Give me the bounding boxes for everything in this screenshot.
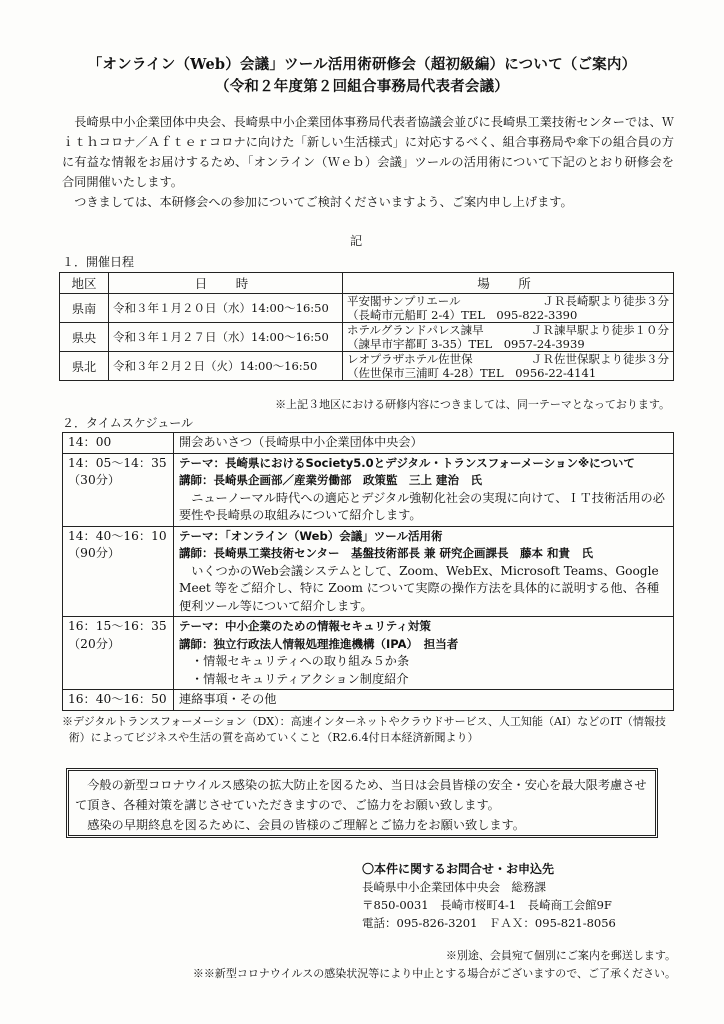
venue-note: ※上記３地区における研修内容につきましては、同一テーマとなっております。 — [275, 398, 670, 411]
venue-address: （佐世保市三浦町 4-28）TEL 0956-22-4141 — [347, 366, 597, 380]
venue-cell — [343, 352, 674, 381]
session-lecturer: 講師：独立行政法人情報処理推進機構（IPA） 担当者 — [179, 636, 459, 651]
timetable-heading: ２．タイムスケジュール — [62, 416, 194, 430]
header-datetime: 日 時 — [109, 273, 343, 294]
session-theme: テーマ：「オンライン（Web）会議」ツール活用術 — [179, 528, 443, 543]
time-range: 16：40～16：50 — [68, 692, 167, 706]
venue-cell — [343, 294, 674, 323]
area-cell: 県北 — [60, 352, 109, 381]
venue-access: ＪＲ佐世保駅より徒歩３分 — [531, 352, 669, 366]
table-row — [63, 433, 674, 454]
notice-request: 感染の早期終息を図るために、会員の皆様のご理解とご協力をお願い致します。 — [87, 818, 525, 832]
datetime-cell: 令和３年１月２７日（水）14:00～16:50 — [109, 323, 343, 352]
contact-heading: 〇本件に関するお問合せ・お申込先 — [362, 862, 555, 876]
session-theme: テーマ：中小企業のための情報セキュリティ対策 — [179, 619, 431, 633]
time-cell — [63, 690, 174, 711]
content-cell — [174, 617, 674, 690]
time-duration: （20分） — [68, 636, 121, 651]
time-duration: （30分） — [68, 473, 121, 487]
table-row — [63, 453, 674, 526]
table-row — [63, 690, 674, 711]
time-cell — [63, 526, 174, 617]
session-text: ・情報セキュリティへの取り組み５か条 — [191, 654, 410, 668]
session-text: 連絡事項・その他 — [179, 692, 277, 706]
timetable — [62, 432, 674, 711]
table-row — [63, 617, 674, 690]
footer-note-mail: ※別途、会員宛て個別にご案内を郵送します。 — [445, 949, 676, 962]
session-theme: テーマ：長崎県におけるSociety5.0とデジタル・トランスフォーメーション※について — [179, 455, 635, 470]
content-cell — [174, 690, 674, 711]
document-subtitle: （令和２年度第２回組合事務局代表者会議） — [215, 78, 509, 95]
time-range: 14：00 — [68, 435, 112, 449]
time-cell — [63, 453, 174, 526]
area-cell: 県央 — [60, 323, 109, 352]
header-area: 地区 — [60, 273, 109, 294]
footer-note-cancel: ※※新型コロナウイルスの感染状況等により中止とする場合がございますので、ご了承ください。 — [192, 967, 676, 980]
content-cell — [174, 453, 674, 526]
time-cell — [63, 433, 174, 454]
schedule-heading: １．開催日程 — [62, 255, 135, 269]
contact-block — [362, 860, 616, 932]
venue-address: （長崎市元船町 2-4）TEL 095-822-3390 — [347, 308, 578, 322]
venue-address: （諫早市宇都町 3-35）TEL 0957-24-3939 — [347, 337, 585, 351]
venue-access: ＪＲ長崎駅より徒歩３分 — [542, 294, 669, 308]
table-row — [60, 323, 674, 352]
time-range: 14：40～16：10 — [68, 528, 167, 543]
session-text: ・情報セキュリティアクション制度紹介 — [191, 671, 409, 686]
notice-box — [66, 768, 658, 838]
venue-access: ＪＲ諫早駅より徒歩１０分 — [531, 323, 669, 337]
contact-phone: 電話：095-826-3201 ＦＡＸ：095-821-8056 — [362, 916, 616, 930]
venue-table-header — [60, 273, 674, 294]
venue-table — [59, 272, 674, 381]
content-cell — [174, 526, 674, 617]
session-lecturer: 講師：長崎県工業技術センター 基盤技術部長 兼 研究企画課長 藤本 和貴 氏 — [179, 546, 594, 560]
time-range: 14：05～14：35 — [68, 455, 167, 470]
contact-org: 長崎県中小企業団体中央会 総務課 — [362, 880, 546, 894]
venue-name: 平安閣サンプリエール — [347, 294, 461, 308]
contact-address: 〒850-0031 長崎市桜町4-1 長崎商工会館9F — [362, 898, 612, 912]
notice-text: 今般の新型コロナウイルス感染の拡大防止を図るため、当日は会員皆様の安全・安心を最大限考慮させて頂き、各種対策を講じさせていただきますので、ご協力をお願い致します。 — [75, 778, 647, 812]
session-text: 開会あいさつ（長崎県中小企業団体中央会） — [179, 435, 423, 449]
datetime-cell: 令和３年２月２日（火）14:00～16:50 — [109, 352, 343, 381]
time-duration: （90分） — [68, 546, 121, 560]
content-cell — [174, 433, 674, 454]
session-text: ニューノーマル時代への適応とデジタル強靭化社会の実現に向けて、ＩＴ技術活用の必要性や長崎県の取組みについて紹介します。 — [179, 490, 665, 522]
dx-footnote: ※デジタルトランスフォーメーション（DX）：高速インターネットやクラウドサービス、人工知能（AI）などのIT（情報技術）によってビジネスや生活の質を高めていくこと（R2.6.4付日本経済新聞より） — [62, 715, 666, 744]
venue-name: レオプラザホテル佐世保 — [347, 352, 473, 366]
header-venue: 場 所 — [343, 273, 674, 294]
intro-paragraph: 長崎県中小企業団体中央会、長崎県中小企業団体事務局代表者協議会並びに長崎県工業技術センターでは、Ｗｉｔｈコロナ／Ａｆｔｅｒコロナに向けた「新しい生活様式」に対応するべく、組合事務局や傘下の組合員の方に有益な情報をお届けするため、「オンライン（Ｗｅｂ）会議」ツールの活用術について下記のとおり研修会を合同開催いたします。 — [62, 115, 674, 189]
intro-request: つきましては、本研修会への参加についてご検討くださいますよう、ご案内申し上げます。 — [74, 195, 573, 209]
time-cell — [63, 617, 174, 690]
time-range: 16：15～16：35 — [68, 619, 167, 633]
venue-name: ホテルグランドパレス諫早 — [347, 323, 484, 337]
area-cell: 県南 — [60, 294, 109, 323]
table-row — [60, 352, 674, 381]
datetime-cell: 令和３年１月２０日（水）14:00～16:50 — [109, 294, 343, 323]
table-row — [60, 294, 674, 323]
ki-label: 記 — [350, 234, 363, 248]
document-title: 「オンライン（Web）会議」ツール活用術研修会（超初級編）について（ご案内） — [87, 56, 637, 73]
session-text: いくつかのWeb会議システムとして、Zoom、WebEx、Microsoft Teams、Google Meet 等をご紹介し、特に Zoom について実際の操作方法を具体的に説明する他、各種便利ツール等について紹介します。 — [179, 563, 660, 613]
table-row — [63, 526, 674, 617]
session-lecturer: 講師：長崎県企画部／産業労働部 政策監 三上 建治 氏 — [179, 473, 483, 487]
venue-cell — [343, 323, 674, 352]
